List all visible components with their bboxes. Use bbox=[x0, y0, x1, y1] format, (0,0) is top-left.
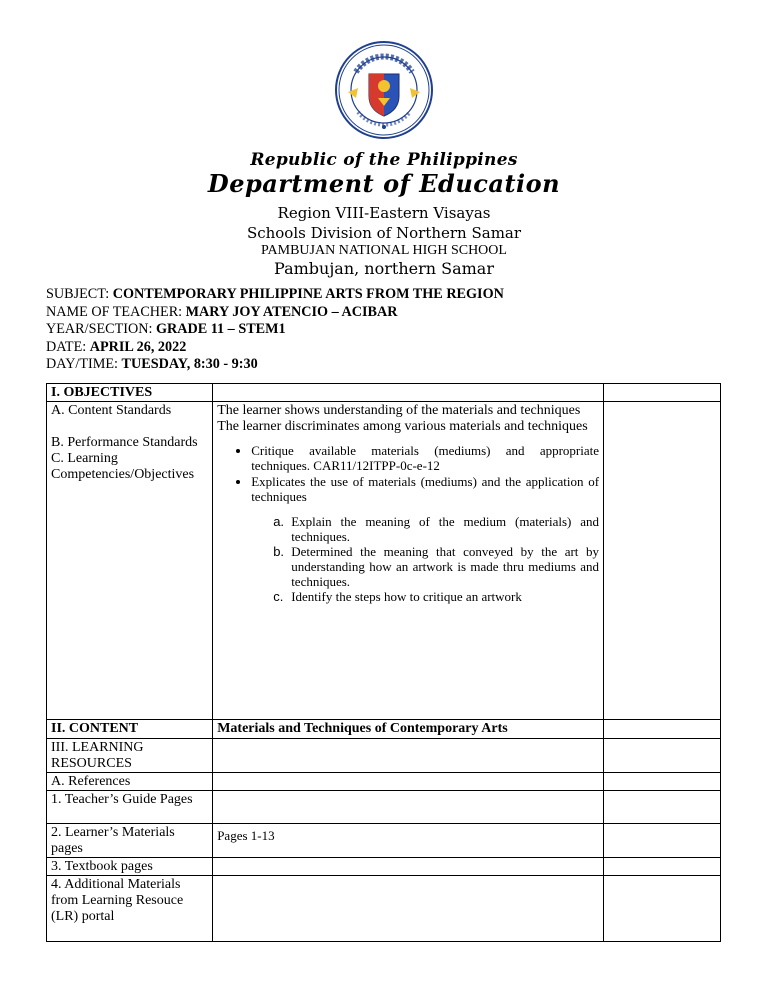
section-value: GRADE 11 – STEM1 bbox=[155, 321, 286, 337]
school-line: PAMBUJAN NATIONAL HIGH SCHOOL bbox=[261, 243, 507, 258]
section-line: YEAR/SECTION: GRADE 11 – STEM1 bbox=[46, 321, 286, 337]
subject-line: SUBJECT: CONTEMPORARY PHILIPPINE ARTS FROM THE REGION bbox=[46, 286, 504, 302]
list-item: a. Explain the meaning of the medium (materials) and techniques. bbox=[273, 514, 600, 544]
teacher-line: NAME OF TEACHER: MARY JOY ATENCIO – ACIBAR bbox=[46, 303, 398, 320]
table-row bbox=[47, 876, 721, 942]
table-row bbox=[47, 384, 721, 402]
content-text: Materials and Techniques of Contemporary Arts bbox=[213, 720, 604, 739]
division-line: Schools Division of Northern Samar bbox=[246, 224, 522, 242]
table-row bbox=[47, 720, 721, 739]
subject-value: CONTEMPORARY PHILIPPINE ARTS FROM THE REGION bbox=[112, 286, 504, 302]
time-line: DAY/TIME: TUESDAY, 8:30 - 9:30 bbox=[46, 356, 258, 372]
additional-materials-label: 4. Additional Materials from Learning Resouce (LR) portal bbox=[47, 876, 213, 942]
resources-label: III. LEARNING RESOURCES bbox=[47, 739, 213, 773]
table-row bbox=[47, 858, 721, 876]
learners-materials-label: 2. Learner’s Materials pages bbox=[47, 824, 213, 858]
sub-objectives bbox=[217, 514, 599, 604]
performance-text: The learner discriminates among various materials and techniques bbox=[217, 419, 588, 434]
teacher-value: MARY JOY ATENCIO – ACIBAR bbox=[185, 303, 398, 320]
content-standards-text: The learner shows understanding of the materials and techniques bbox=[217, 403, 581, 418]
competency-bullets bbox=[217, 443, 599, 504]
region-line: Region VIII-Eastern Visayas bbox=[277, 204, 491, 222]
table-row bbox=[47, 402, 721, 720]
time-value: TUESDAY, 8:30 - 9:30 bbox=[121, 356, 258, 372]
table-row bbox=[47, 791, 721, 824]
deped-seal-icon bbox=[334, 40, 434, 140]
objectives-content bbox=[213, 402, 604, 720]
lesson-info bbox=[46, 286, 504, 374]
list-item: • Critique available materials (mediums) and appropriate techniques. CAR11/12ITPP-0c-e-12 bbox=[251, 443, 599, 473]
table-row bbox=[47, 824, 721, 858]
content-heading: II. CONTENT bbox=[47, 720, 213, 739]
learners-materials-pages: Pages 1-13 bbox=[213, 824, 604, 858]
location-line: Pambujan, northern Samar bbox=[274, 259, 494, 278]
performance-label: B. Performance Standards bbox=[51, 435, 198, 450]
date-value: APRIL 26, 2022 bbox=[89, 338, 187, 355]
table-row bbox=[47, 739, 721, 773]
lesson-plan-table bbox=[46, 383, 721, 942]
list-item: • Explicates the use of materials (mediums) and the application of techniques bbox=[251, 474, 599, 504]
republic-title: Republic of the Philippines bbox=[250, 150, 518, 170]
department-title: Department of Education bbox=[207, 169, 561, 198]
objectives-heading: I. OBJECTIVES bbox=[47, 384, 213, 402]
textbook-label: 3. Textbook pages bbox=[47, 858, 213, 876]
list-item: b. Determined the meaning that conveyed by the art by understanding how an artwork is made thru mediums and techniques. bbox=[273, 544, 600, 589]
content-standards-label: A. Content Standards bbox=[51, 403, 172, 418]
date-line: DATE: APRIL 26, 2022 bbox=[46, 338, 187, 355]
table-row bbox=[47, 773, 721, 791]
competencies-label: C. Learning Competencies/Objectives bbox=[51, 451, 195, 482]
teachers-guide-label: 1. Teacher’s Guide Pages bbox=[47, 791, 213, 824]
references-label: A. References bbox=[47, 773, 213, 791]
list-item: c. Identify the steps how to critique an artwork bbox=[273, 589, 522, 604]
objectives-labels bbox=[47, 402, 213, 720]
